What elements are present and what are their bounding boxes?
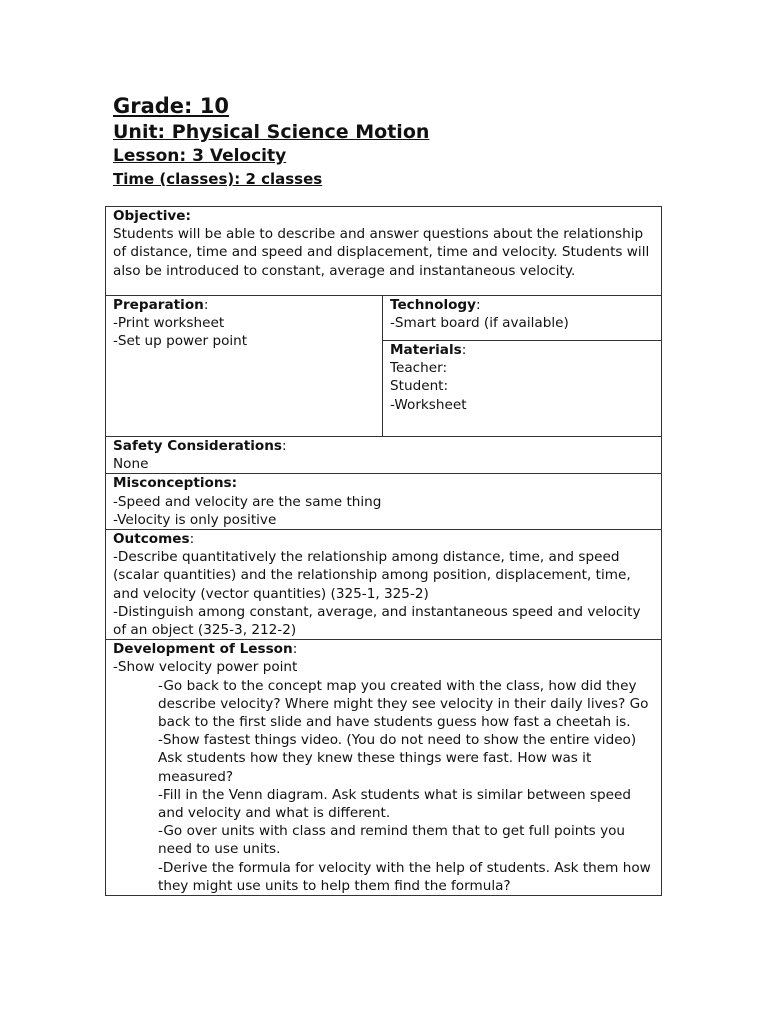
objective-row bbox=[106, 207, 662, 296]
materials-item: Teacher: bbox=[390, 360, 448, 377]
safety-row bbox=[106, 437, 662, 474]
materials-cell bbox=[383, 341, 662, 437]
objective-text: Students will be able to describe and answer questions about the relationship of distance, time and speed and displacement, time and velocity. Students will also be introduced to constant, average and instantaneous velocity. bbox=[113, 226, 650, 279]
time-heading: Time (classes): 2 classes bbox=[113, 170, 323, 188]
misconception-item: -Velocity is only positive bbox=[113, 511, 277, 528]
preparation-heading bbox=[113, 296, 376, 314]
preparation-item: -Set up power point bbox=[113, 333, 248, 350]
safety-label: Safety Considerations bbox=[113, 438, 283, 454]
materials-item: -Worksheet bbox=[390, 396, 467, 413]
development-row bbox=[106, 640, 662, 896]
technology-label: Technology bbox=[390, 297, 477, 313]
development-heading bbox=[113, 640, 655, 658]
safety-colon: : bbox=[282, 438, 287, 454]
lesson-plan-table bbox=[105, 206, 662, 896]
unit-heading: Unit: Physical Science Motion bbox=[113, 121, 430, 143]
development-cell bbox=[106, 640, 662, 896]
preparation-technology-row bbox=[106, 296, 662, 341]
misconceptions-cell bbox=[106, 474, 662, 530]
safety-heading bbox=[113, 437, 655, 455]
development-step: -Go over units with class and remind them that to get full points you need to use units. bbox=[158, 823, 626, 858]
development-colon: : bbox=[292, 641, 298, 658]
outcomes-colon: : bbox=[189, 531, 195, 548]
outcome-item: -Distinguish among constant, average, and instantaneous speed and velocity of an object (325-3, 212-2) bbox=[113, 603, 641, 639]
preparation-colon: : bbox=[203, 297, 209, 313]
technology-colon: : bbox=[476, 297, 481, 313]
objective-label: Objective: bbox=[113, 208, 191, 224]
materials-label: Materials bbox=[390, 342, 462, 358]
grade-heading: Grade: 10 bbox=[113, 94, 229, 118]
outcomes-row bbox=[106, 530, 662, 640]
outcomes-cell bbox=[106, 530, 662, 640]
technology-heading bbox=[390, 296, 655, 314]
technology-item: -Smart board (if available) bbox=[390, 315, 569, 332]
materials-item: Student: bbox=[390, 378, 449, 395]
preparation-item: -Print worksheet bbox=[113, 315, 225, 332]
preparation-label: Preparation bbox=[113, 297, 204, 313]
materials-heading bbox=[390, 341, 655, 359]
safety-cell bbox=[106, 437, 662, 474]
development-step: -Show fastest things video. (You do not need to show the entire video) Ask students how they knew these things were fast. How was it measured? bbox=[158, 732, 637, 785]
misconceptions-row bbox=[106, 474, 662, 530]
lesson-header bbox=[113, 92, 429, 190]
misconceptions-label: Misconceptions: bbox=[113, 475, 238, 492]
development-label: Development of Lesson bbox=[113, 641, 293, 658]
development-intro: -Show velocity power point bbox=[113, 659, 298, 676]
outcome-item: -Describe quantitatively the relationship among distance, time, and speed (scalar quantities) and the relationship among position, displacement, time, and velocity (vector quantities) (325-1, 325-2) bbox=[113, 549, 631, 602]
objective-cell bbox=[106, 207, 662, 296]
outcomes-label: Outcomes bbox=[113, 531, 190, 548]
materials-colon: : bbox=[461, 342, 467, 358]
safety-text: None bbox=[113, 456, 149, 473]
development-step: -Go back to the concept map you created with the class, how did they describe velocity? Where might they see velocity in their daily lives? Go back to the first slide and have students guess how fast a cheetah is. bbox=[158, 677, 649, 731]
technology-cell bbox=[383, 296, 662, 341]
development-step: -Fill in the Venn diagram. Ask students what is similar between speed and velocity and what is different. bbox=[158, 786, 631, 822]
lesson-heading: Lesson: 3 Velocity bbox=[113, 146, 287, 166]
development-step: -Derive the formula for velocity with the help of students. Ask them how they might use units to help them find the formula? bbox=[158, 859, 651, 894]
outcomes-heading bbox=[113, 530, 655, 548]
misconception-item: -Speed and velocity are the same thing bbox=[113, 493, 382, 510]
preparation-cell bbox=[106, 296, 383, 437]
